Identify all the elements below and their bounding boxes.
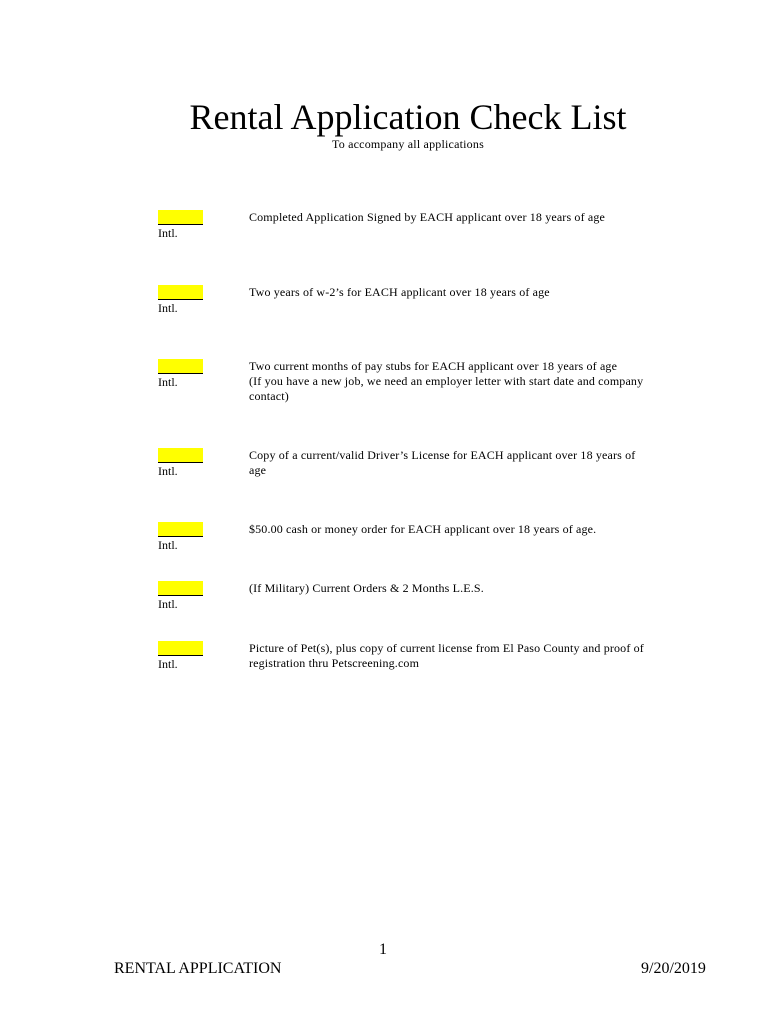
page-title: Rental Application Check List bbox=[189, 97, 627, 137]
initials-label: Intl. bbox=[158, 464, 178, 478]
checklist-item-line: registration thru Petscreening.com bbox=[249, 656, 420, 670]
initials-blank[interactable] bbox=[158, 581, 203, 596]
initials-blank[interactable] bbox=[158, 359, 203, 374]
initials-label: Intl. bbox=[158, 538, 178, 552]
initials-label: Intl. bbox=[158, 375, 178, 389]
checklist-item-line: Copy of a current/valid Driver’s License for EACH applicant over 18 years of bbox=[249, 448, 636, 462]
initials-label: Intl. bbox=[158, 657, 178, 671]
checklist-item-text bbox=[249, 285, 661, 300]
checklist-item-line: Two years of w-2’s for EACH applicant over 18 years of age bbox=[249, 285, 550, 299]
initials-label: Intl. bbox=[158, 597, 178, 611]
checklist-item-text bbox=[249, 359, 661, 404]
initials-label: Intl. bbox=[158, 226, 178, 240]
checklist-item-line: Completed Application Signed by EACH applicant over 18 years of age bbox=[249, 210, 605, 224]
initials-blank[interactable] bbox=[158, 210, 203, 225]
initials-blank[interactable] bbox=[158, 285, 203, 300]
checklist-item-text bbox=[249, 641, 661, 671]
initials-blank[interactable] bbox=[158, 448, 203, 463]
checklist-item-line: Two current months of pay stubs for EACH applicant over 18 years of age bbox=[249, 359, 618, 373]
checklist-item-line: age bbox=[249, 463, 267, 477]
checklist-item-line: (If you have a new job, we need an employer letter with start date and company bbox=[249, 374, 644, 388]
checklist-item-text bbox=[249, 210, 661, 225]
initials-blank[interactable] bbox=[158, 522, 203, 537]
initials-blank[interactable] bbox=[158, 641, 203, 656]
footer-document-name: RENTAL APPLICATION bbox=[114, 960, 282, 977]
checklist-item-text bbox=[249, 448, 661, 478]
checklist-item-text bbox=[249, 522, 661, 537]
checklist-item-line: (If Military) Current Orders & 2 Months L.E.S. bbox=[249, 581, 484, 595]
page-subtitle: To accompany all applications bbox=[332, 137, 484, 151]
checklist-item-line: $50.00 cash or money order for EACH applicant over 18 years of age. bbox=[249, 522, 597, 536]
footer-date: 9/20/2019 bbox=[641, 960, 706, 977]
checklist-item-line: contact) bbox=[249, 389, 289, 403]
checklist-item-text bbox=[249, 581, 661, 596]
page-number: 1 bbox=[379, 941, 387, 958]
initials-label: Intl. bbox=[158, 301, 178, 315]
checklist-item-line: Picture of Pet(s), plus copy of current license from El Paso County and proof of bbox=[249, 641, 644, 655]
